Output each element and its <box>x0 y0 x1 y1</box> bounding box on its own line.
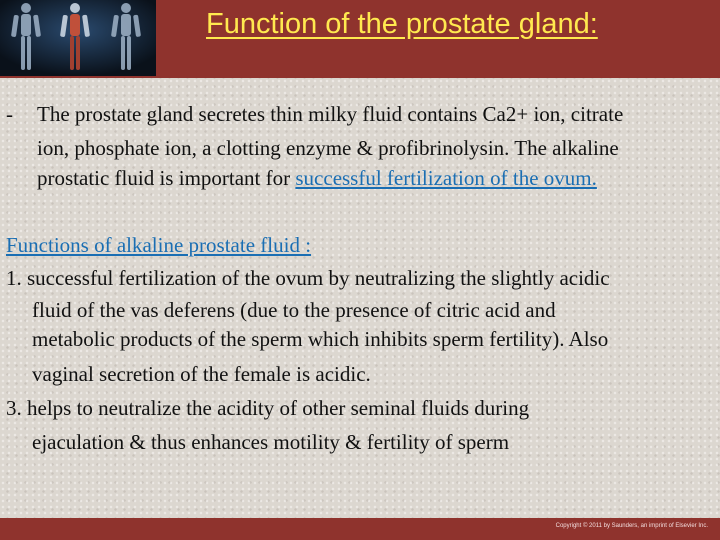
functions-line-6: ejaculation & thus enhances motility & fertility of sperm <box>32 430 510 454</box>
footer-bar <box>0 518 720 540</box>
functions-line-2: fluid of the vas deferens (due to the presence of citric acid and <box>32 298 556 322</box>
header-bar <box>0 0 720 78</box>
functions-heading[interactable]: Functions of alkaline prostate fluid : <box>6 233 312 257</box>
functions-line-3: metabolic products of the sperm which inhibits sperm fertility). Also <box>32 327 609 351</box>
human-body-icon <box>0 0 156 76</box>
copyright-text: Copyright © 2011 by Saunders, an imprint of Elsevier Inc. <box>555 523 708 529</box>
functions-line-1: 1. successful fertilization of the ovum by neutralizing the slightly acidic <box>6 266 610 290</box>
functions-line-4: vaginal secretion of the female is acidic. <box>32 362 371 386</box>
fertilization-link[interactable]: successful fertilization of the ovum. <box>295 166 597 190</box>
intro-line-1: The prostate gland secretes thin milky fluid contains Ca2+ ion, citrate <box>37 102 624 126</box>
intro-line-2: ion, phosphate ion, a clotting enzyme & profibrinolysin. The alkaline <box>37 136 619 160</box>
intro-line-3-text: prostatic fluid is important for <box>37 166 296 190</box>
intro-line-3 <box>37 166 597 191</box>
functions-line-5: 3. helps to neutralize the acidity of other seminal fluids during <box>6 396 530 420</box>
intro-bullet: - <box>6 102 13 126</box>
anatomy-image <box>0 0 156 76</box>
page-title: Function of the prostate gland: <box>206 8 598 40</box>
